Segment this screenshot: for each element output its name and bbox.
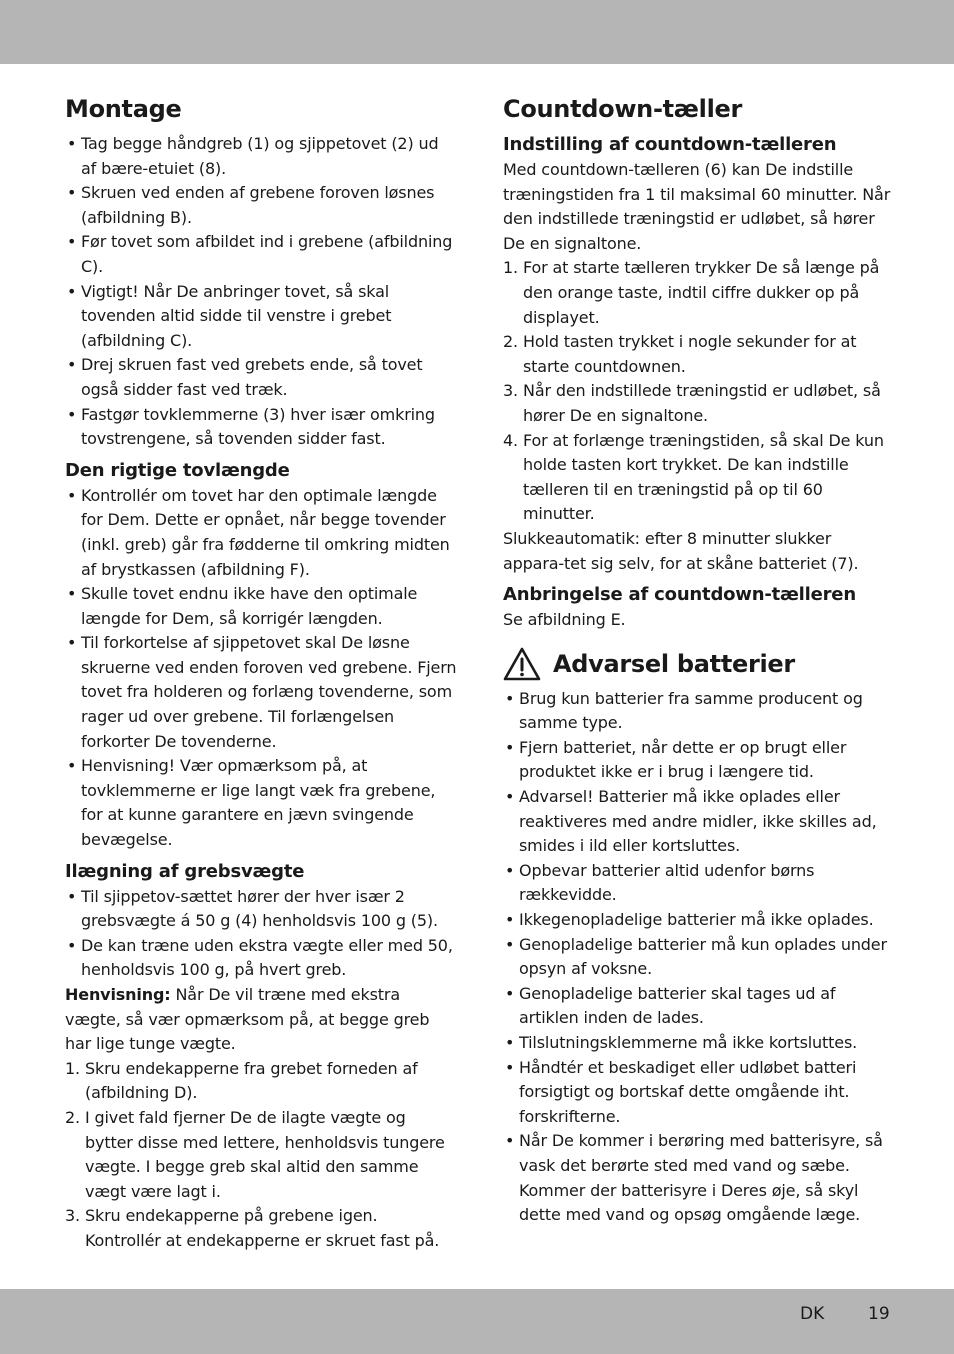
list-item: • Til sjippetov-sættet hører der hver især 2 grebsvægte á 50 g (4) henholdsvis 100 g (5). bbox=[65, 885, 457, 934]
step-text: Når den indstillede træningstid er udløbet, så hører De en signaltone. bbox=[523, 381, 881, 425]
rope-length-heading: Den rigtige tovlængde bbox=[65, 459, 290, 481]
countdown-heading: Countdown-tæller bbox=[503, 95, 743, 123]
left-column bbox=[65, 92, 457, 1254]
montage-list bbox=[65, 132, 457, 452]
weights-list bbox=[65, 885, 457, 983]
countdown-mount-text: Se afbildning E. bbox=[503, 610, 626, 630]
list-item: • Tag begge håndgreb (1) og sjippetovet (2) ud af bære-etuiet (8). bbox=[65, 132, 457, 181]
list-item: • Før tovet som afbildet ind i grebene (afbildning C). bbox=[65, 230, 457, 279]
step-number: 1. bbox=[65, 1058, 80, 1078]
step-text: I givet fald fjerner De de ilagte vægte og bytter disse med lettere, henholdsvis tungere vægte. I begge greb skal altid den samme vægt være lagt i. bbox=[85, 1107, 445, 1201]
list-item bbox=[503, 429, 895, 527]
list-item bbox=[503, 256, 895, 330]
step-number: 2. bbox=[503, 332, 518, 352]
auto-off-text: Slukkeautomatik: efter 8 minutter slukker appara-tet sig selv, for at skåne batteriet (7). bbox=[503, 528, 859, 573]
list-item: • Håndtér et beskadiget eller udløbet batteri forsigtigt og bortskaf dette omgående iht. forskrifterne. bbox=[503, 1056, 895, 1130]
warning-triangle-icon bbox=[503, 647, 541, 681]
list-item bbox=[65, 1106, 457, 1204]
list-item: • Når De kommer i berøring med batterisyre, så vask det berørte sted med vand og sæbe. Kommer der batterisyre i Deres øje, så skyl dette med vand og opsøg omgående læge. bbox=[503, 1129, 895, 1227]
step-text: For at starte tælleren trykker De så længe på den orange taste, indtil ciffre dukker op på displayet. bbox=[523, 258, 880, 327]
list-item: • Advarsel! Batterier må ikke oplades eller reaktiveres med andre midler, ikke skilles ad, smides i ild eller kortsluttes. bbox=[503, 785, 895, 859]
weights-note bbox=[65, 983, 457, 1057]
list-item: • Genopladelige batterier må kun oplades under opsyn af voksne. bbox=[503, 933, 895, 982]
weights-steps bbox=[65, 1057, 457, 1254]
note-label: Henvisning: bbox=[65, 985, 171, 1004]
page-number: 19 bbox=[868, 1304, 890, 1324]
step-text: Skru endekapperne fra grebet forneden af (afbildning D). bbox=[85, 1058, 418, 1103]
note-text: Når De vil træne med ekstra vægte, så vær opmærksom på, at begge greb har lige tunge vægte. bbox=[65, 985, 430, 1054]
list-item: • Fastgør tovklemmerne (3) hver især omkring tovstrengene, så tovenden sidder fast. bbox=[65, 403, 457, 452]
list-item: • Skulle tovet endnu ikke have den optimale længde for Dem, så korrigér længden. bbox=[65, 582, 457, 631]
list-item: • Tilslutningsklemmerne må ikke kortsluttes. bbox=[503, 1031, 895, 1056]
step-text: For at forlænge træningstiden, så skal De kun holde tasten kort trykket. De kan indstille tælleren til en træningstid på op til 60 minutter. bbox=[523, 430, 884, 524]
top-bar bbox=[0, 0, 954, 64]
step-text: Hold tasten trykket i nogle sekunder for at starte countdownen. bbox=[523, 332, 857, 376]
list-item: • Skruen ved enden af grebene foroven løsnes (afbildning B). bbox=[65, 181, 457, 230]
list-item: • Opbevar batterier altid udenfor børns rækkevidde. bbox=[503, 859, 895, 908]
weights-heading: Ilægning af grebsvægte bbox=[65, 860, 305, 882]
list-item: • Kontrollér om tovet har den optimale længde for Dem. Dette er opnået, når begge tovender (inkl. greb) går fra fødderne til omkring midten af brystkassen (afbildning F). bbox=[65, 484, 457, 582]
footer-language: DK bbox=[800, 1304, 825, 1324]
battery-warning-header bbox=[503, 647, 895, 681]
list-item bbox=[503, 330, 895, 379]
countdown-setting-heading: Indstilling af countdown-tælleren bbox=[503, 134, 837, 155]
countdown-mount-heading: Anbringelse af countdown-tælleren bbox=[503, 584, 856, 606]
step-number: 2. bbox=[65, 1107, 80, 1127]
list-item bbox=[65, 1057, 457, 1106]
list-item: • Genopladelige batterier skal tages ud af artiklen inden de lades. bbox=[503, 982, 895, 1031]
countdown-intro: Med countdown-tælleren (6) kan De indstille træningstiden fra 1 til maksimal 60 minutter. Når den indstillede træningstid er udløbet, så hører De en signaltone. bbox=[503, 160, 891, 253]
list-item: • Vigtigt! Når De anbringer tovet, så skal tovenden altid sidde til venstre i grebet (afbildning C). bbox=[65, 280, 457, 354]
list-item: • Brug kun batterier fra samme producent og samme type. bbox=[503, 687, 895, 736]
step-number: 3. bbox=[503, 381, 518, 401]
list-item: • Henvisning! Vær opmærksom på, at tovklemmerne er lige langt væk fra grebene, for at kunne garantere en jævn svingende bevægelse. bbox=[65, 754, 457, 852]
step-number: 4. bbox=[503, 430, 518, 450]
list-item bbox=[65, 1204, 457, 1253]
step-text: Skru endekapperne på grebene igen. Kontrollér at endekapperne er skruet fast på. bbox=[85, 1206, 440, 1250]
list-item: • Til forkortelse af sjippetovet skal De løsne skruerne ved enden foroven ved grebene. Fjern tovet fra holderen og forlæng tovenderne, som rager ud over grebene. Til forlængelsen forkorter De tovenderne. bbox=[65, 631, 457, 754]
step-number: 1. bbox=[503, 258, 518, 278]
list-item: • Drej skruen fast ved grebets ende, så tovet også sidder fast ved træk. bbox=[65, 353, 457, 402]
countdown-steps bbox=[503, 256, 895, 527]
list-item: • De kan træne uden ekstra vægte eller med 50, henholdsvis 100 g, på hvert greb. bbox=[65, 934, 457, 983]
list-item bbox=[503, 379, 895, 428]
list-item: • Fjern batteriet, når dette er op brugt eller produktet ikke er i brug i længere tid. bbox=[503, 736, 895, 785]
step-number: 3. bbox=[65, 1206, 80, 1226]
rope-length-list bbox=[65, 484, 457, 853]
montage-heading: Montage bbox=[65, 95, 182, 123]
battery-warning-heading: Advarsel batterier bbox=[553, 649, 795, 678]
battery-warning-list bbox=[503, 687, 895, 1228]
right-column bbox=[503, 92, 895, 1228]
list-item: • Ikkegenopladelige batterier må ikke oplades. bbox=[503, 908, 895, 933]
